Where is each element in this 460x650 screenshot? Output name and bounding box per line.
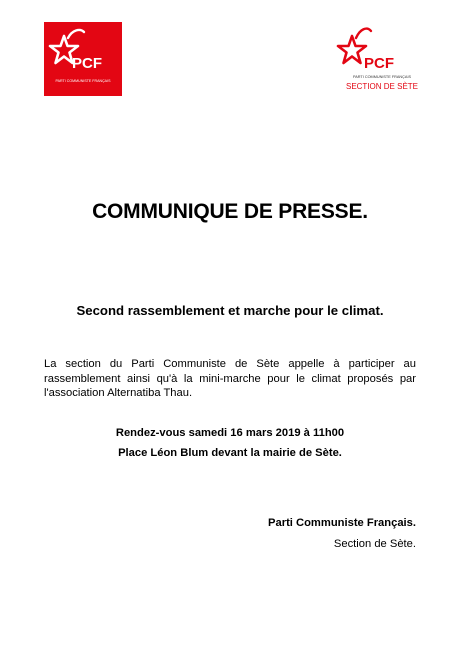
pcf-logo-right-graphic (336, 22, 422, 96)
rendezvous-place: Place Léon Blum devant la mairie de Sète. (118, 447, 342, 459)
logo-right-text: PCF (364, 55, 394, 72)
signature-section: Section de Sète. (333, 538, 416, 550)
pcf-logo-left-graphic (44, 22, 122, 96)
pcf-logo-right (336, 22, 422, 96)
page-subtitle: Second rassemblement et marche pour le climat. (76, 303, 384, 318)
signature-name: Parti Communiste Français. (268, 517, 416, 529)
logo-left-tagline: PARTI COMMUNISTE FRANÇAIS (55, 79, 111, 83)
logo-right-tagline: PARTI COMMUNISTE FRANÇAIS (352, 75, 412, 79)
rendezvous-date: Rendez-vous samedi 16 mars 2019 à 11h00 (115, 427, 345, 439)
body-paragraph: La section du Parti Communiste de Sète appelle à participer au rassemblement ainsi qu'à la mini-marche pour le climat proposés par l'association Alternatiba Thau. (44, 358, 416, 400)
pcf-logo-left (44, 22, 122, 96)
logo-left-text: PCF (72, 55, 102, 72)
page-title: COMMUNIQUE DE PRESSE. (92, 200, 368, 223)
logo-right-section: SECTION DE SÈTE (345, 82, 419, 91)
